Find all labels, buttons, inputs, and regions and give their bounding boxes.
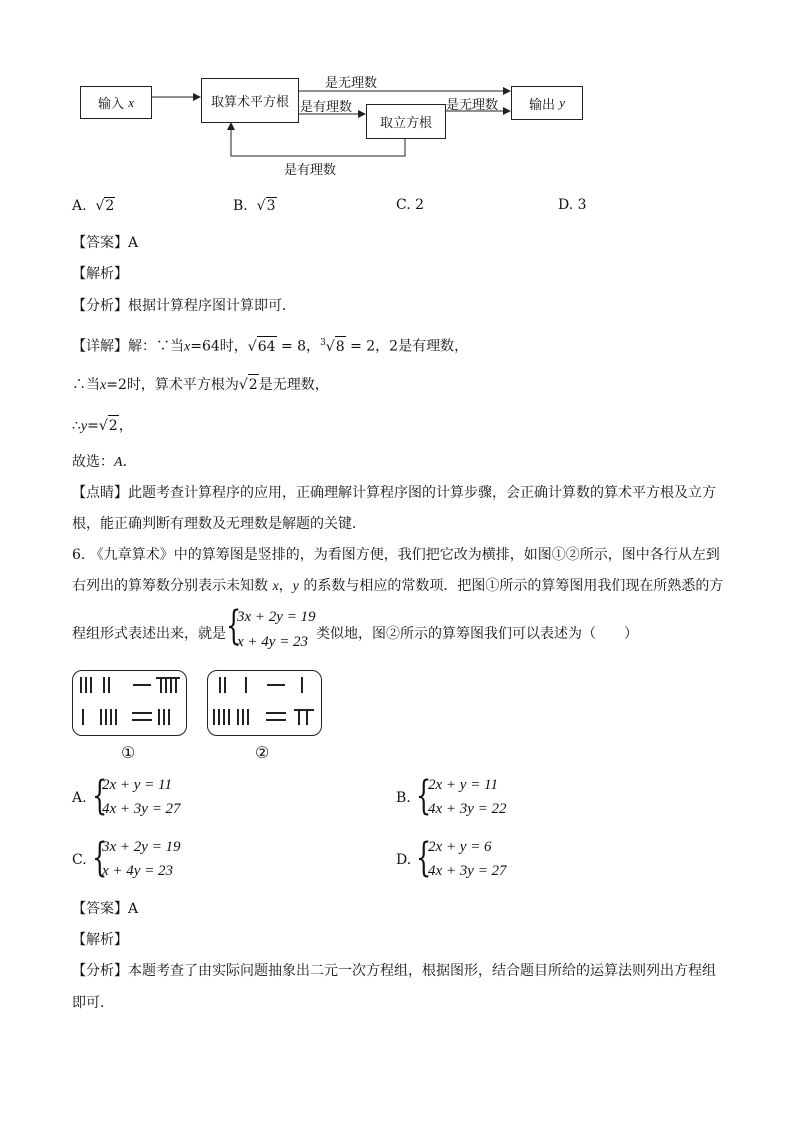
- q6-stem-line-2: [72, 576, 723, 597]
- option-eq1: 3x + 2y = 19: [102, 839, 181, 855]
- flowchart-arrows: [0, 0, 794, 200]
- radicand: 2: [248, 374, 259, 395]
- counting-rod: [266, 719, 286, 721]
- counting-rod: [108, 677, 110, 693]
- counting-rod: [223, 709, 225, 725]
- example-brace: {: [226, 603, 242, 649]
- cbrt-8: √8: [326, 336, 346, 357]
- q5-detail-line-3: [72, 415, 133, 437]
- cube-index: 3: [320, 338, 326, 348]
- output-label: 输出: [529, 97, 556, 113]
- counting-rod: [100, 709, 102, 725]
- text: 本题考查了由实际问题抽象出二元一次方程组，根据图形，结合题目所给的运算法则列出方程组: [128, 963, 716, 979]
- option-letter: A.: [72, 198, 87, 214]
- q5-option-d[interactable]: [558, 197, 587, 213]
- option-brace: {: [92, 835, 108, 881]
- text: 是无理数，: [258, 377, 329, 393]
- text: 解：∵当: [128, 338, 184, 355]
- option-eq2: 4x + 3y = 22: [428, 801, 507, 817]
- q5-dianjing-line-2: 根，能正确判断有理数及无理数是解题的关键．: [72, 516, 366, 532]
- option-eq2: 4x + 3y = 27: [428, 863, 507, 879]
- option-brace: {: [416, 835, 432, 881]
- option-letter: D.: [558, 197, 574, 213]
- q5-analysis-tag: 【解析】: [72, 266, 128, 282]
- counting-rod: [85, 677, 87, 693]
- fenxi-text: 根据计算程序图计算即可．: [128, 298, 296, 314]
- answer-tag: 【答案】: [72, 235, 128, 251]
- text: = 8，: [280, 338, 321, 355]
- text: ，: [118, 418, 133, 434]
- var-x: x: [100, 378, 107, 393]
- q5-detail-line-2: [72, 374, 329, 396]
- q5-option-c[interactable]: [396, 197, 424, 213]
- counting-rod: [90, 677, 92, 693]
- counting-rod: [301, 677, 303, 693]
- answer-value: A: [128, 901, 139, 917]
- option-text: 2: [415, 197, 425, 213]
- sqrt-64: √64: [248, 336, 277, 357]
- option-brace: {: [92, 773, 108, 819]
- counting-rod: [306, 709, 308, 725]
- counting-rod: [160, 677, 162, 693]
- counting-rod: [168, 709, 170, 725]
- detail-tag: 【详解】: [72, 338, 128, 355]
- counting-rod: [245, 677, 247, 693]
- radicand: 2: [105, 198, 115, 214]
- radicand: 64: [257, 336, 277, 357]
- var-y: y: [292, 579, 299, 594]
- option-letter: B.: [396, 790, 411, 806]
- text: =2时，算术平方根为: [106, 377, 239, 393]
- counting-rod: [170, 677, 172, 693]
- choice-value: A: [114, 455, 123, 470]
- sqrt-2: √2: [239, 374, 259, 395]
- counting-rod: [175, 677, 177, 693]
- counting-rod: [242, 709, 244, 725]
- example-eq1: 3x + 2y = 19: [237, 609, 316, 625]
- edge-label-irrational-top: 是无理数: [325, 76, 378, 91]
- option-eq1: 2x + y = 6: [428, 839, 492, 855]
- text: 右列出的算筹数分别表示未知数: [72, 578, 268, 594]
- option-eq2: 4x + 3y = 27: [102, 801, 181, 817]
- sqrt-symbol: √2: [95, 198, 115, 214]
- answer-value: A: [128, 235, 139, 251]
- counting-rod: [80, 677, 82, 693]
- text: 此题考查计算程序的应用，正确理解计算程序图的计算步骤，会正确计算数的算术平方根及立方: [128, 485, 716, 501]
- option-letter: B.: [233, 198, 248, 214]
- sqrt-box-label: 取算术平方根: [210, 95, 289, 110]
- option-letter: D.: [396, 852, 412, 868]
- counting-rod: [298, 709, 300, 725]
- input-label: 输入: [98, 97, 125, 112]
- text: 故选：: [72, 454, 114, 470]
- arrow-cbrt-back-to-sqrt: [231, 123, 405, 156]
- counting-rod: [165, 677, 167, 693]
- counting-rod: [132, 719, 152, 721]
- option-brace: {: [416, 773, 432, 819]
- sqrt-symbol: √3: [256, 198, 276, 214]
- counting-rod: [294, 709, 314, 711]
- q5-answer: [72, 233, 138, 253]
- q6-stem-line-3b: 类似地，图②所示的算筹图我们可以表述为（ ）: [316, 626, 638, 642]
- q5-detail-line-1: [72, 333, 468, 358]
- counting-rod: [158, 709, 160, 725]
- q6-stem-line-1: 6. 《九章算术》中的算筹图是竖排的，为看图方便，我们把它改为横排，如图①②所示，图中各行从左到: [72, 547, 720, 563]
- sqrt-2: √2: [99, 415, 119, 436]
- q5-dianjing-line-1: [72, 483, 716, 503]
- q6-analysis-tag: 【解析】: [72, 932, 128, 948]
- fig1-label: ①: [121, 743, 136, 762]
- counting-rod: [267, 684, 285, 686]
- example-eq2: x + 4y = 23: [237, 634, 309, 650]
- edge-label-rational-mid: 是有理数: [300, 100, 353, 115]
- output-var: y: [559, 95, 565, 110]
- radicand: 8: [335, 336, 346, 357]
- counting-rod: [219, 677, 221, 693]
- option-eq1: 2x + y = 11: [102, 777, 172, 793]
- counting-rod: [110, 709, 112, 725]
- q5-choose: [72, 452, 137, 473]
- q6-stem-line-3a: 程组形式表述出来，就是: [72, 626, 226, 642]
- counting-rod: [224, 677, 226, 693]
- q6-answer: [72, 899, 138, 919]
- option-eq2: x + 4y = 23: [102, 863, 174, 879]
- counting-rod: [213, 709, 215, 725]
- text: 的系数与相应的常数项．把图①所示的算筹图用我们现在所熟悉的方: [303, 578, 724, 594]
- counting-rod: [218, 709, 220, 725]
- text: =64时，: [190, 338, 248, 355]
- var-x: x: [272, 579, 279, 594]
- option-eq1: 2x + y = 11: [428, 777, 498, 793]
- text: =: [87, 418, 99, 434]
- option-letter: A.: [72, 790, 87, 806]
- counting-rod: [133, 684, 151, 686]
- counting-rod: [132, 712, 152, 714]
- counting-rod: [247, 709, 249, 725]
- text: ，: [278, 578, 293, 594]
- var-y: y: [80, 419, 88, 434]
- counting-rod: [82, 709, 84, 725]
- fenxi-tag: 【分析】: [72, 963, 128, 979]
- fenxi-tag: 【分析】: [72, 298, 128, 314]
- option-letter: C.: [396, 197, 411, 213]
- counting-rod: [103, 677, 105, 693]
- q5-option-a[interactable]: [72, 197, 115, 214]
- counting-rod: [228, 709, 230, 725]
- counting-rod: [115, 709, 117, 725]
- option-text: 3: [577, 197, 587, 213]
- text: ∴当: [72, 377, 100, 393]
- edge-label-irrational-right: 是无理数: [446, 98, 499, 113]
- cbrt-box-label: 取立方根: [379, 116, 432, 131]
- q5-fenxi: [72, 296, 296, 316]
- input-var: x: [128, 94, 134, 110]
- option-letter: C.: [72, 852, 87, 868]
- q6-fenxi-line-1: [72, 961, 716, 981]
- radicand: 2: [108, 415, 119, 436]
- q6-fenxi-line-2: 即可．: [72, 995, 114, 1011]
- text: ．: [122, 454, 137, 470]
- dianjing-tag: 【点睛】: [72, 485, 128, 501]
- counting-rod: [237, 709, 239, 725]
- counting-rod: [163, 709, 165, 725]
- var-x: x: [184, 339, 191, 355]
- answer-tag: 【答案】: [72, 901, 128, 917]
- radicand: 3: [266, 198, 276, 214]
- q5-option-b[interactable]: [233, 197, 277, 214]
- fig2-label: ②: [255, 743, 270, 762]
- edge-label-rational-bottom: 是有理数: [284, 163, 337, 178]
- counting-rod: [105, 709, 107, 725]
- text: ∴: [72, 418, 81, 434]
- counting-rod: [266, 712, 286, 714]
- text: = 2，2是有理数，: [350, 338, 469, 355]
